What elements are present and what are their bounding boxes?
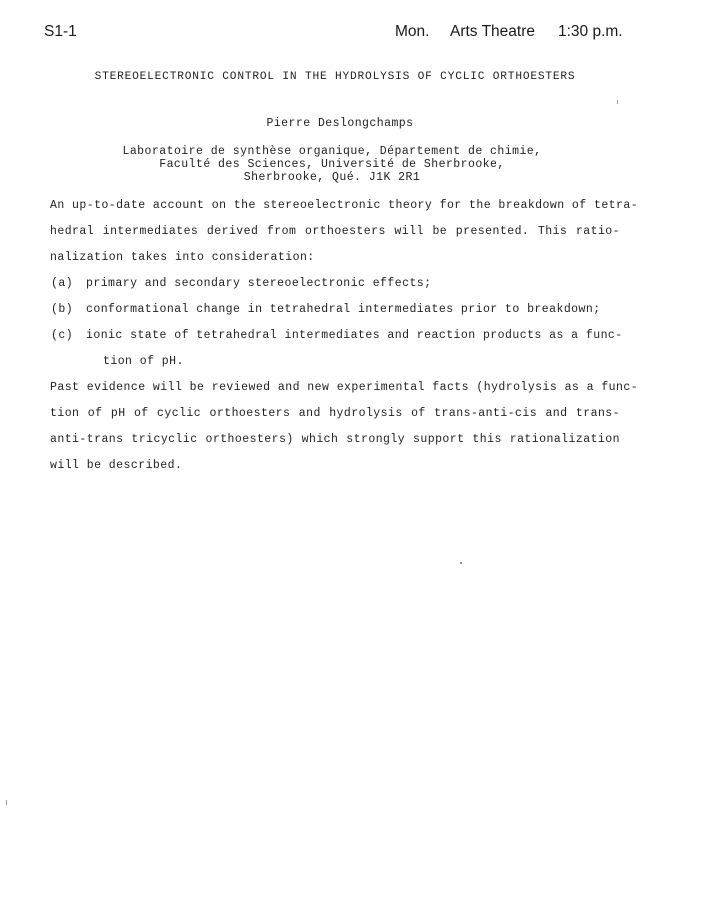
affiliation-line: Laboratoire de synthèse organique, Département de chimie, <box>122 145 542 158</box>
intro-line: An up-to-date account on the stereoelectronic theory for the breakdown of tetra- <box>50 199 639 212</box>
affiliation-line: Faculté des Sciences, Université de Sherbrooke, <box>159 158 505 171</box>
abstract-title: STEREOELECTRONIC CONTROL IN THE HYDROLYSIS OF CYCLIC ORTHOESTERS <box>94 71 576 83</box>
author-name: Pierre Deslongchamps <box>266 117 414 130</box>
session-day: Mon. <box>395 23 430 40</box>
list-item-text: conformational change in tetrahedral intermediates prior to breakdown; <box>86 303 601 316</box>
scan-speck <box>617 100 618 104</box>
list-item-label: (b) <box>51 303 74 316</box>
list-item-label: (c) <box>51 329 74 342</box>
session-time: 1:30 p.m. <box>558 23 623 40</box>
intro-line: nalization takes into consideration: <box>50 251 315 264</box>
list-item-text: primary and secondary stereoelectronic effects; <box>86 277 432 290</box>
list-item-label: (a) <box>51 277 74 290</box>
session-venue: Arts Theatre <box>450 23 536 40</box>
closing-line: Past evidence will be reviewed and new experimental facts (hydrolysis as a func- <box>50 381 639 394</box>
list-item-text: ionic state of tetrahedral intermediates and reaction products as a func- <box>86 329 623 342</box>
list-item-text: tion of pH. <box>103 355 184 368</box>
closing-line: anti-trans tricyclic orthoesters) which strongly support this rationalization <box>50 433 620 446</box>
closing-line: tion of pH of cyclic orthoesters and hydrolysis of trans-anti-cis and trans- <box>50 407 620 420</box>
scan-speck <box>6 800 7 805</box>
affiliation-line: Sherbrooke, Qué. J1K 2R1 <box>243 171 421 184</box>
session-code: S1-1 <box>44 23 77 40</box>
scan-speck <box>460 562 462 564</box>
closing-line: will be described. <box>50 459 183 472</box>
intro-line: hedral intermediates derived from orthoesters will be presented. This ratio- <box>50 225 620 238</box>
